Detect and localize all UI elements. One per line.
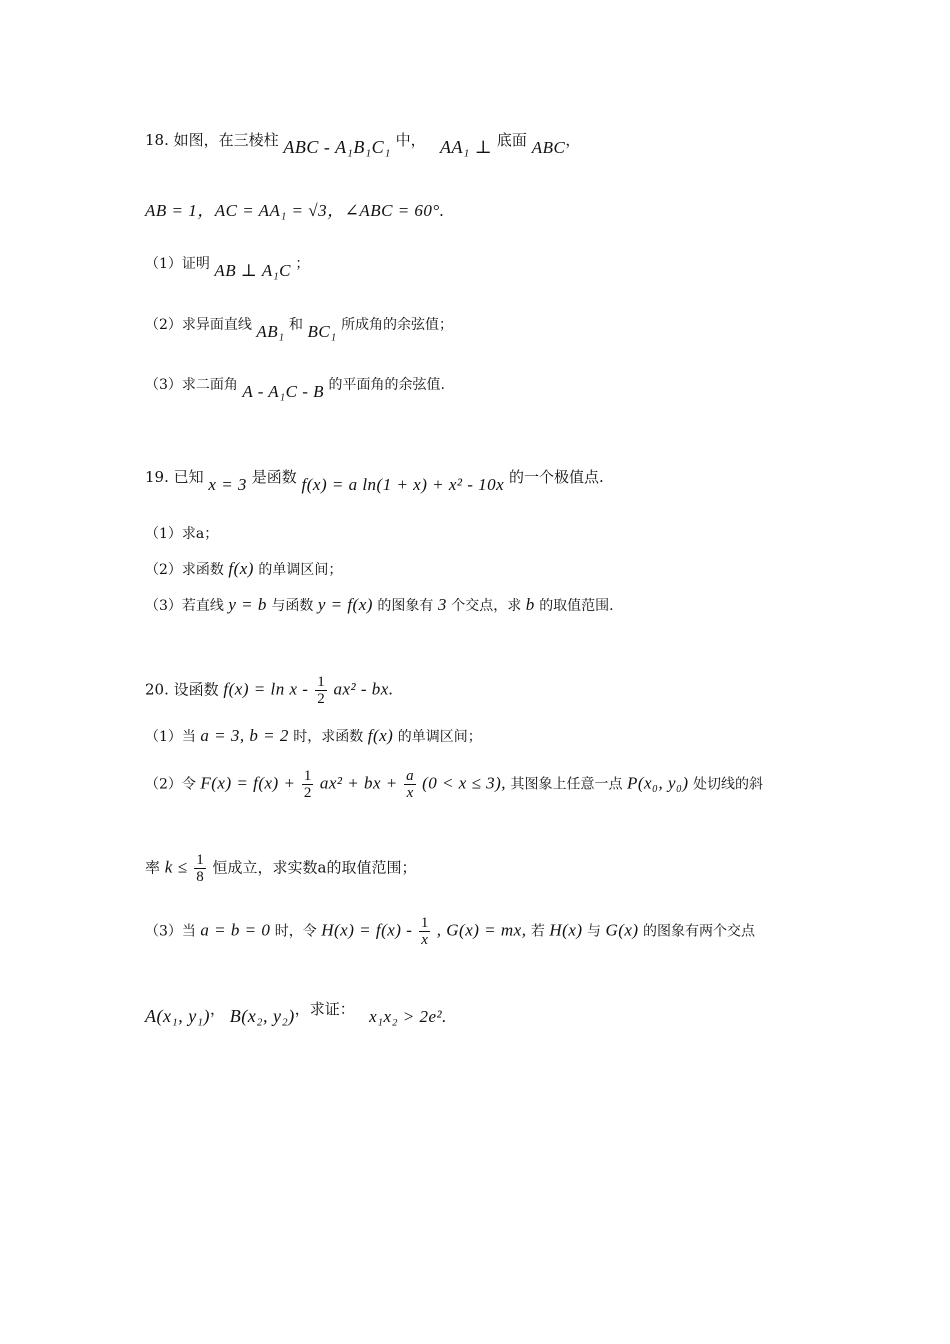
q18-mid: 中，: [395, 131, 426, 149]
q20-p2-end: 处切线的斜: [693, 776, 764, 793]
q20-half-fraction: [315, 674, 327, 707]
q18-part1: [145, 252, 310, 280]
q18-part2: [145, 313, 454, 341]
q20-p2b-den: 8: [196, 869, 204, 885]
q20-p3b-prove: ，求证：: [294, 1000, 355, 1018]
q19-p2-math: f(x): [228, 559, 254, 578]
q19-part3: [145, 594, 614, 617]
q20-p1-vals: a = 3, b = 2: [200, 726, 289, 745]
q20-p3b-ineq: x₁x₂ > 2e².: [369, 1007, 447, 1026]
q18-p1-label: （1）证明: [145, 256, 210, 272]
q18-conditions-math: AB = 1，AC = AA₁ = √3，∠ABC = 60°.: [145, 201, 445, 220]
q20-p3b-b: B(x₂, y₂): [229, 1006, 295, 1026]
q20-part2: [145, 768, 763, 801]
q20-p2-mid: ax² + bx +: [319, 773, 398, 793]
q19-x3: x = 3: [208, 475, 247, 494]
q20-p3-gx: G(x): [605, 920, 639, 940]
q18-p2-label: （2）求异面直线: [145, 317, 252, 333]
q20-p1-label: （1）当: [145, 729, 196, 745]
q18-p3-end: 的平面角的余弦值.: [328, 377, 445, 393]
q19-end: 的一个极值点.: [509, 468, 604, 486]
q19-mid: 是函数: [251, 468, 297, 486]
q20-func-right: ax² - bx.: [333, 679, 394, 699]
q20-p2-text: 其图象上任意一点: [510, 776, 623, 793]
q19-p3-mid2: 的图象有: [377, 598, 434, 614]
q20-p3-fraction: [419, 915, 431, 948]
q18-p3-math: A - A₁C - B: [242, 382, 324, 401]
q20-p2-x-den: x: [406, 785, 414, 801]
q19-p3-label: （3）若直线: [145, 598, 224, 614]
q20-p2b-k: k ≤: [164, 857, 188, 877]
q20-part3-cont: [145, 997, 447, 1026]
q18-p2-and: 和: [289, 317, 304, 333]
q19-p3-end: 的取值范围.: [539, 598, 614, 614]
q20-p1-mid: 时，求函数: [293, 729, 364, 745]
q20-p3-den: x: [421, 932, 428, 948]
q20-p2-half-fraction: [302, 768, 314, 801]
q20-func-left: f(x) = ln x -: [223, 679, 309, 699]
q19-p3-mid: 与函数: [271, 598, 314, 614]
q19-func: f(x) = a ln(1 + x) + x² - 10x: [301, 475, 505, 494]
q19-part2: [145, 558, 342, 581]
q20-p2-half-num: 1: [303, 768, 312, 784]
q20-p1-end: 的单调区间；: [397, 729, 482, 745]
q20-part1: [145, 725, 482, 748]
q20-p3-text: 若: [530, 923, 545, 940]
q20-p1-f: f(x): [367, 726, 394, 745]
q18-p3-label: （3）求二面角: [145, 377, 238, 393]
q20-p3-vals: a = b = 0: [200, 920, 271, 940]
q20-p2b-num: 1: [196, 852, 204, 868]
q18-lead: 18. 如图，在三棱柱: [145, 131, 279, 149]
q20-part3: [145, 915, 755, 948]
q20-p2-label: （2）令: [145, 776, 196, 793]
q20-half-num: 1: [317, 674, 325, 690]
q18-p2-end: 所成角的余弦值；: [341, 317, 454, 333]
q20-p3-h: H(x) = f(x) -: [321, 920, 413, 940]
q20-p2-half-den: 2: [303, 785, 312, 801]
q20-p3-mid: 时，令: [274, 923, 317, 940]
q20-p2-range: (0 < x ≤ 3),: [422, 773, 507, 793]
q20-p3-g: , G(x) = mx,: [436, 920, 527, 940]
q20-p3b-sep: ，: [209, 1000, 225, 1018]
q19-p1: （1）求a；: [145, 526, 219, 542]
q19-stem: [145, 466, 604, 494]
q20-stem: [145, 674, 394, 707]
q18-conditions: [145, 200, 444, 222]
q20-lead: 20. 设函数: [145, 680, 219, 699]
q20-part2-cont: [145, 852, 416, 885]
q18-prism: ABC - A₁B₁C₁: [283, 137, 391, 157]
q20-p2-point: P(x₀, y₀): [626, 773, 689, 793]
q20-half-den: 2: [317, 691, 325, 707]
q18-aa1: AA₁ ⊥: [439, 137, 493, 157]
q18-p1-end: ；: [295, 256, 310, 272]
q19-p2-label: （2）求函数: [145, 562, 224, 578]
q18-p2-ab1: AB₁: [256, 322, 285, 341]
q20-p2b-end: 恒成立，求实数a的取值范围；: [212, 858, 417, 877]
q18-comma: ，: [565, 131, 581, 149]
q20-p2b-fraction: [194, 852, 206, 885]
q20-p3b-a: A(x₁, y₁): [145, 1006, 210, 1026]
q20-p3-hx: H(x): [549, 920, 583, 940]
q20-p3-with: 与: [586, 923, 601, 940]
q19-p3-y: y = b: [228, 595, 267, 614]
q20-p2b-label: 率: [145, 858, 161, 877]
q20-p3-label: （3）当: [145, 923, 196, 940]
q19-p3-mid3: 个交点，求: [451, 598, 522, 614]
q19-p3-b: b: [525, 595, 535, 614]
q20-p2-a-num: a: [406, 768, 414, 784]
q18-part3: [145, 373, 445, 401]
q18-stem-line1: [145, 128, 581, 157]
q19-lead: 19. 已知: [145, 468, 204, 486]
q19-part1: [145, 523, 218, 545]
q19-p2-end: 的单调区间；: [258, 562, 343, 578]
q20-p3-end: 的图象有两个交点: [643, 923, 756, 940]
q20-p2-a-over-x: [404, 768, 416, 801]
q18-p1-math: AB ⊥ A₁C: [214, 261, 291, 280]
q19-p3-three: 3: [437, 595, 447, 614]
q20-p2-left: F(x) = f(x) +: [200, 773, 296, 793]
q18-base-label: 底面: [496, 131, 527, 149]
q18-abc: ABC: [531, 138, 566, 157]
q20-p3-num: 1: [420, 915, 429, 931]
q18-p2-bc1: BC₁: [307, 322, 337, 341]
q19-p3-f: y = f(x): [317, 595, 373, 614]
